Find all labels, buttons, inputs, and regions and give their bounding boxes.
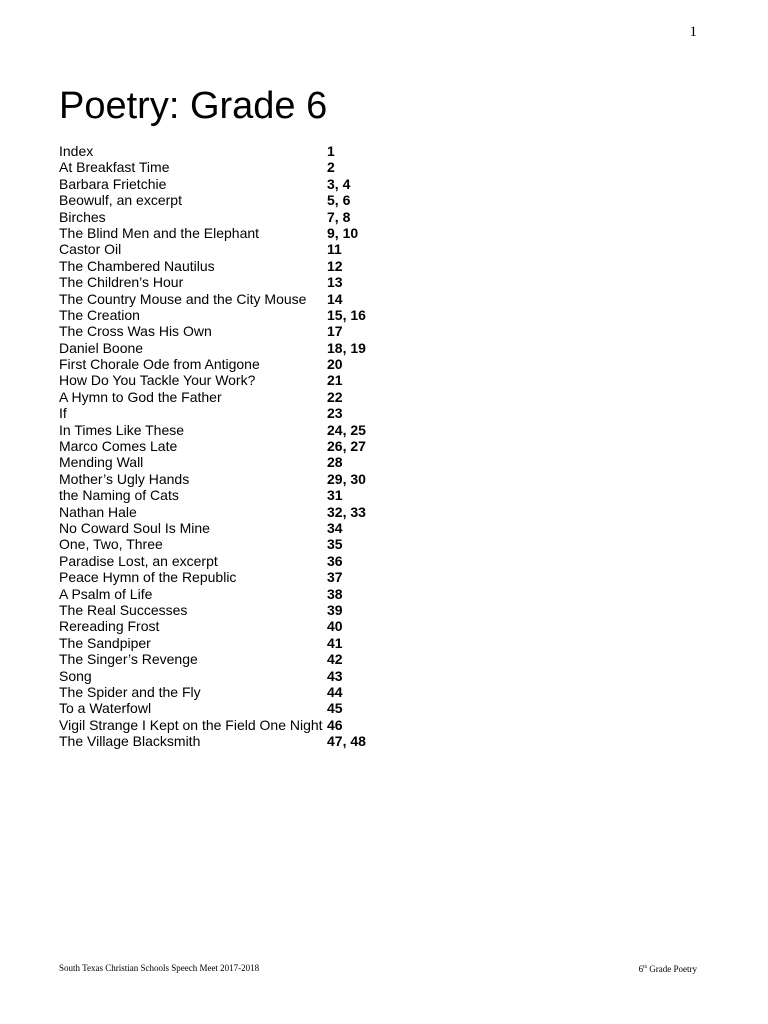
index-row: [59, 258, 399, 274]
poem-pages: 1: [327, 143, 335, 159]
index-row: [59, 569, 399, 585]
poem-title: The Singer’s Revenge: [59, 651, 198, 668]
index-row: [59, 372, 399, 388]
index-row: [59, 209, 399, 225]
poem-title: Vigil Strange I Kept on the Field One Night: [59, 716, 323, 733]
poem-title: Mother’s Ugly Hands: [59, 470, 190, 487]
index-row: [59, 536, 399, 552]
poem-title: A Hymn to God the Father: [59, 388, 222, 405]
page-title: Poetry: Grade 6: [59, 85, 328, 127]
page-number: 1: [689, 24, 697, 40]
poem-pages: 39: [327, 601, 343, 618]
poem-pages: 3, 4: [327, 175, 351, 192]
poem-title: Castor Oil: [59, 241, 122, 258]
poem-title: First Chorale Ode from Antigone: [59, 356, 260, 373]
index-row: [59, 389, 399, 405]
index-row: [59, 438, 399, 454]
poem-pages: 18, 19: [327, 339, 366, 356]
poem-pages: 28: [327, 454, 343, 471]
index-row: [59, 143, 399, 159]
index-row: [59, 225, 399, 241]
poem-title: Barbara Frietchie: [59, 175, 167, 192]
poem-pages: 9, 10: [327, 224, 359, 241]
poem-pages: 15, 16: [327, 306, 366, 323]
index-row: [59, 504, 399, 520]
footer-grade-label: Grade Poetry: [647, 964, 697, 974]
poem-title: Mending Wall: [59, 454, 144, 471]
poem-title: Paradise Lost, an excerpt: [59, 552, 218, 569]
poem-pages: 26, 27: [327, 438, 366, 455]
footer-grade-number: 6: [638, 964, 644, 974]
poem-title: The Children’s Hour: [59, 274, 184, 291]
poem-title: The Country Mouse and the City Mouse: [59, 290, 307, 307]
poem-pages: 5, 6: [327, 192, 351, 209]
index-row: [59, 192, 399, 208]
poem-title: The Chambered Nautilus: [59, 257, 215, 274]
index-row: [59, 340, 399, 356]
poem-pages: 20: [327, 356, 343, 373]
poem-pages: 31: [327, 487, 343, 504]
poem-pages: 43: [327, 667, 343, 684]
index-row: [59, 159, 399, 175]
index-row: [59, 684, 399, 700]
index-row: [59, 274, 399, 290]
poem-title: The Cross Was His Own: [59, 323, 212, 340]
poem-pages: 11: [327, 241, 342, 258]
poem-title: Beowulf, an excerpt: [59, 192, 182, 209]
index-row: [59, 520, 399, 536]
poem-title: Daniel Boone: [59, 339, 144, 356]
poem-title: Rereading Frost: [59, 618, 160, 635]
poem-title: A Psalm of Life: [59, 585, 153, 602]
index-row: [59, 356, 399, 372]
index-row: [59, 487, 399, 503]
poem-pages: 17: [327, 323, 343, 340]
poem-pages: 12: [327, 257, 343, 274]
index-row: [59, 553, 399, 569]
poem-title: How Do You Tackle Your Work?: [59, 372, 256, 389]
index-row: [59, 668, 399, 684]
poem-pages: 34: [327, 519, 343, 536]
index-row: [59, 471, 399, 487]
poem-pages: 41: [327, 634, 343, 651]
poem-pages: 21: [327, 372, 343, 389]
poem-title: The Village Blacksmith: [59, 733, 201, 750]
poem-title: the Naming of Cats: [59, 487, 179, 504]
poem-pages: 35: [327, 536, 343, 553]
poem-pages: 45: [327, 700, 343, 717]
poem-pages: 13: [327, 274, 343, 291]
index-row: [59, 176, 399, 192]
index-row: [59, 635, 399, 651]
poem-index: [59, 143, 399, 749]
poem-pages: 14: [327, 290, 343, 307]
index-row: [59, 651, 399, 667]
poem-pages: 36: [327, 552, 343, 569]
poem-title: The Spider and the Fly: [59, 683, 201, 700]
poem-title: The Blind Men and the Elephant: [59, 224, 260, 241]
poem-title: The Real Successes: [59, 601, 188, 618]
poem-pages: 42: [327, 651, 343, 668]
index-row: [59, 422, 399, 438]
poem-pages: 29, 30: [327, 470, 366, 487]
poem-pages: 7, 8: [327, 208, 351, 225]
index-row: [59, 454, 399, 470]
poem-pages: 22: [327, 388, 343, 405]
index-row: [59, 717, 399, 733]
poem-title: If: [59, 405, 67, 422]
index-row: [59, 241, 399, 257]
poem-pages: 47, 48: [327, 733, 366, 750]
poem-title: Peace Hymn of the Republic: [59, 569, 237, 586]
index-row: [59, 700, 399, 716]
footer-event: South Texas Christian Schools Speech Meet 2017-2018: [59, 963, 260, 973]
poem-title: Index: [59, 143, 94, 159]
poem-title: Marco Comes Late: [59, 438, 178, 455]
poem-pages: 46: [327, 716, 343, 733]
poem-title: One, Two, Three: [59, 536, 163, 553]
poem-pages: 32, 33: [327, 503, 366, 520]
poem-pages: 40: [327, 618, 343, 635]
index-row: [59, 602, 399, 618]
index-row: [59, 291, 399, 307]
poem-pages: 24, 25: [327, 421, 366, 438]
poem-title: Nathan Hale: [59, 503, 137, 520]
poem-pages: 37: [327, 569, 343, 586]
index-row: [59, 586, 399, 602]
poem-pages: 2: [327, 159, 335, 176]
index-row: [59, 323, 399, 339]
index-row: [59, 307, 399, 323]
footer-grade: [639, 962, 697, 975]
index-row: [59, 405, 399, 421]
index-row: [59, 618, 399, 634]
poem-title: Song: [59, 667, 92, 684]
poem-title: In Times Like These: [59, 421, 185, 438]
poem-title: To a Waterfowl: [59, 700, 152, 717]
poem-title: The Creation: [59, 306, 140, 323]
poem-title: At Breakfast Time: [59, 159, 170, 176]
poem-pages: 44: [327, 683, 343, 700]
poem-pages: 23: [327, 405, 343, 422]
footer-grade-suffix: th: [643, 965, 648, 970]
poem-title: No Coward Soul Is Mine: [59, 519, 210, 536]
poem-pages: 38: [327, 585, 343, 602]
poem-title: Birches: [59, 208, 106, 225]
poem-title: The Sandpiper: [59, 634, 151, 651]
index-row: [59, 733, 399, 749]
